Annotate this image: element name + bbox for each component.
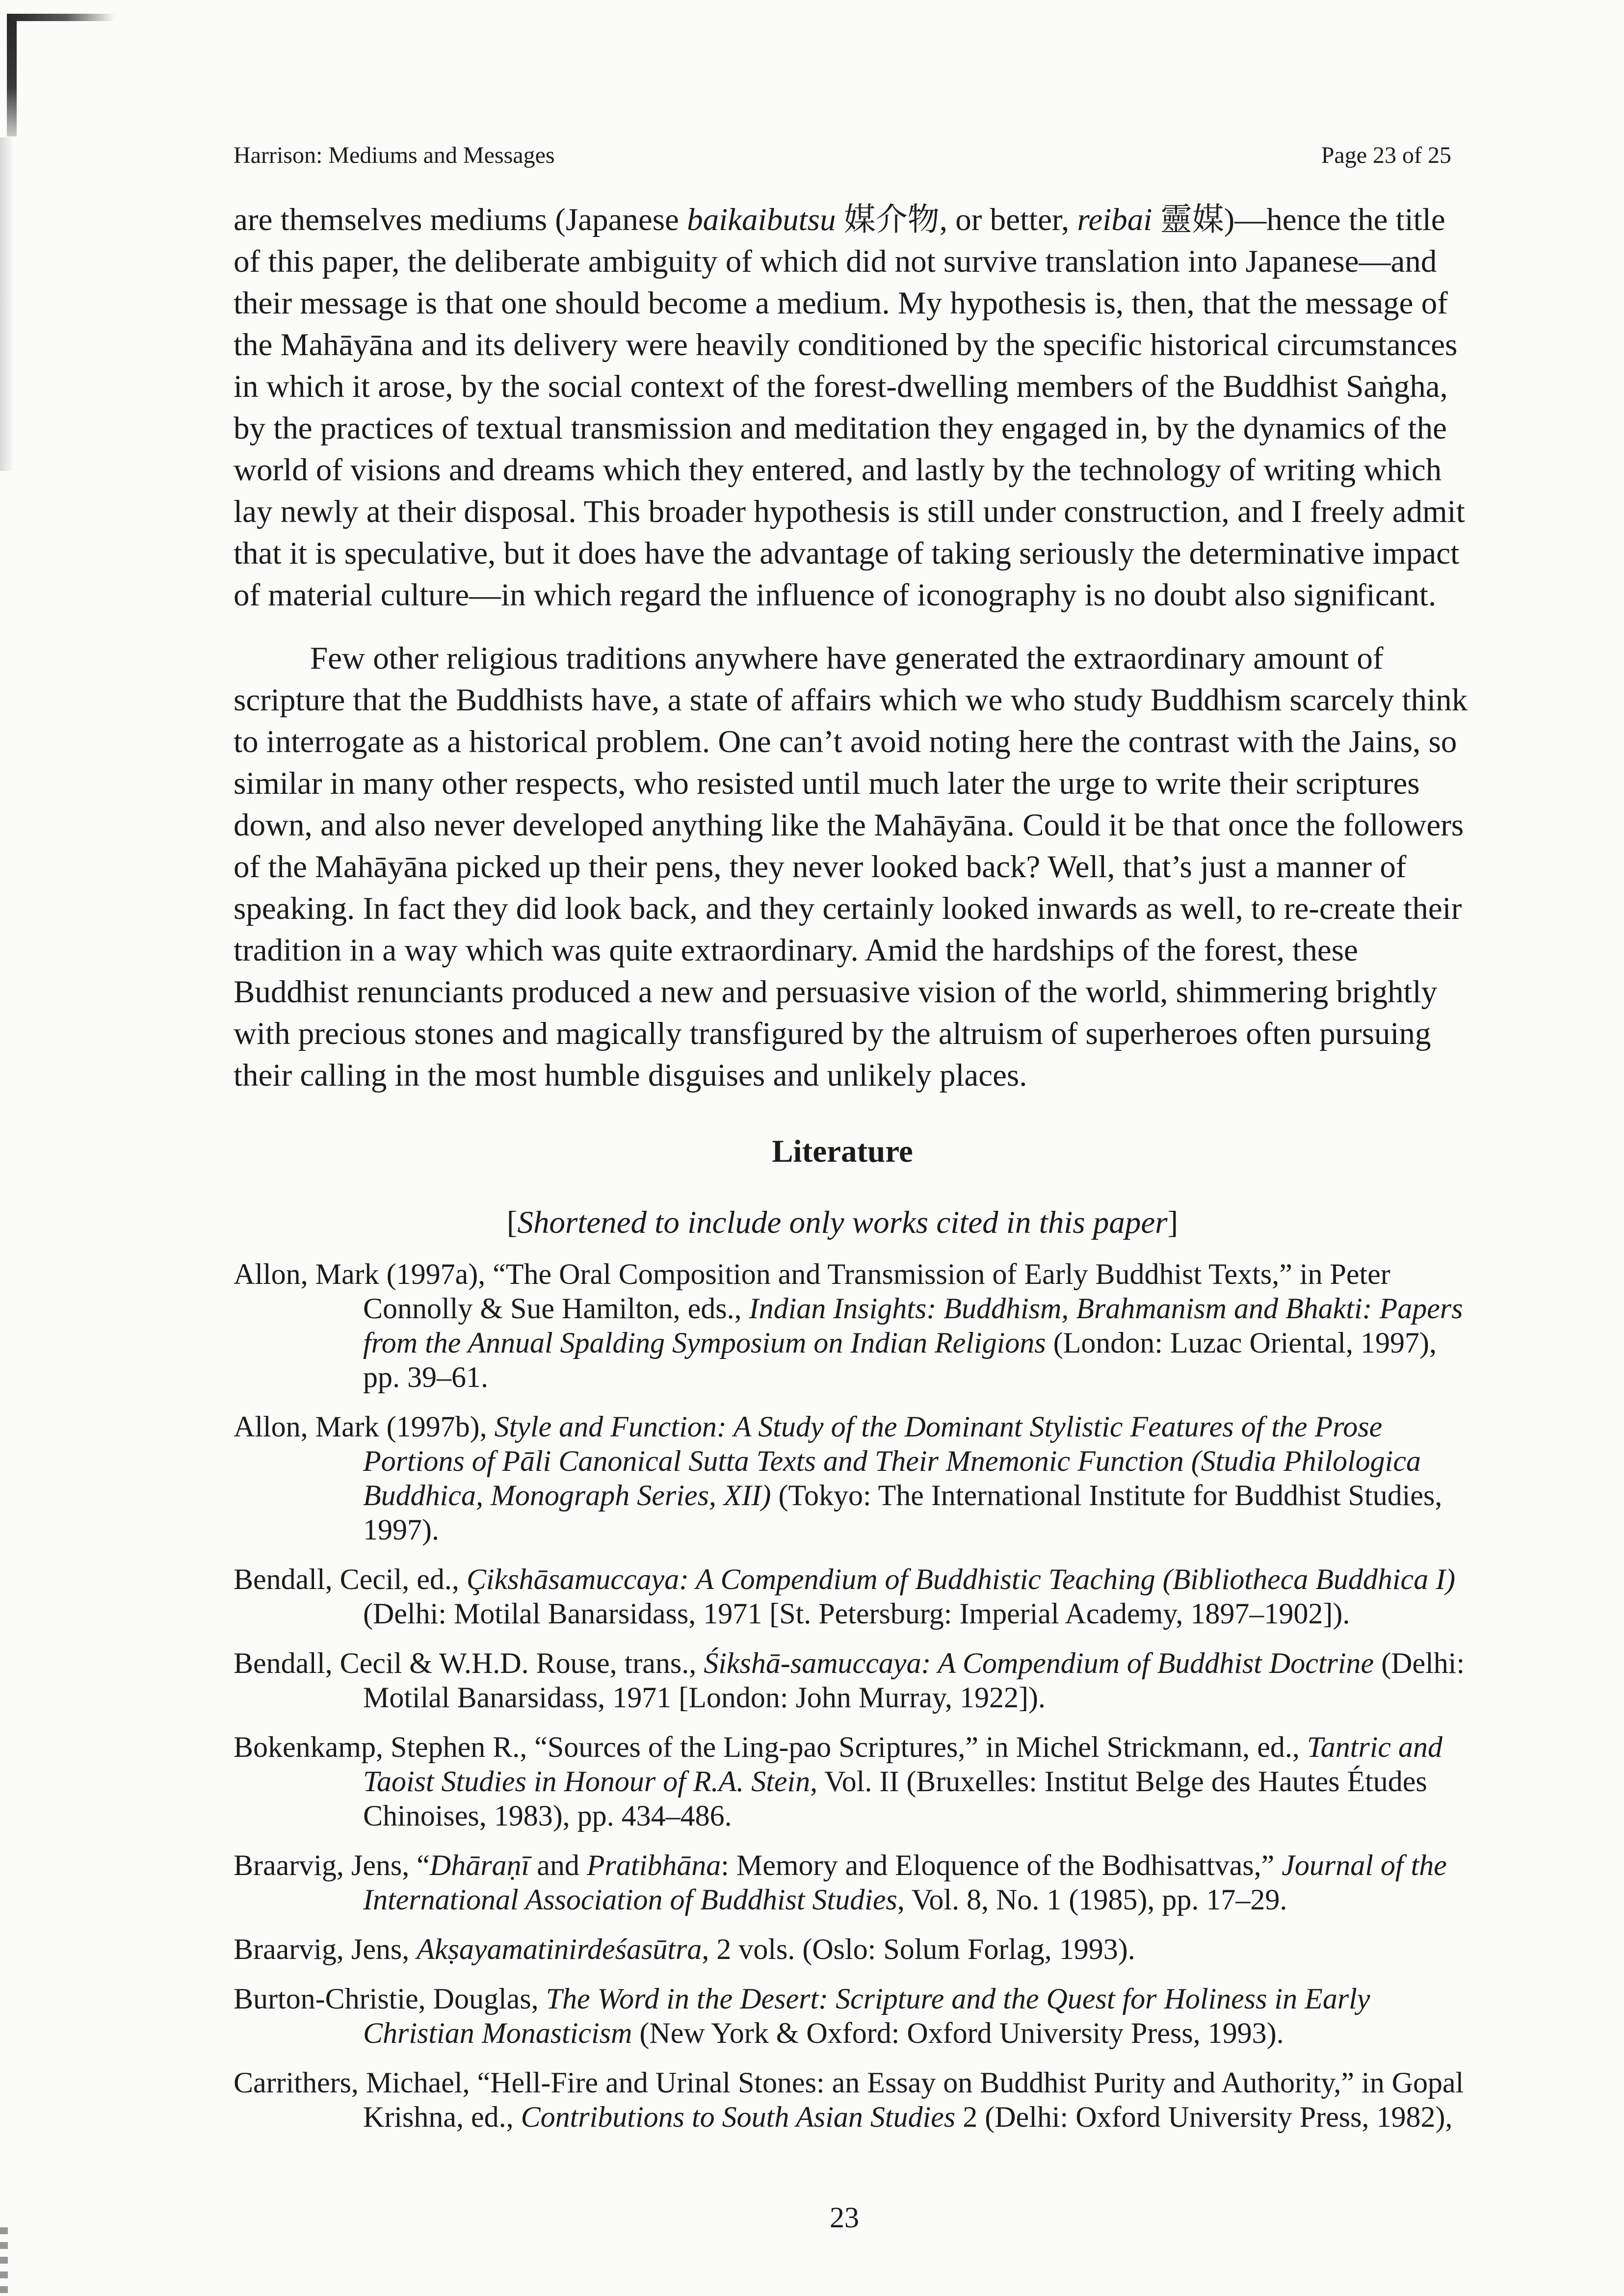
italic-text-run: Christian Monasticism xyxy=(363,2017,632,2049)
reference-line xyxy=(234,1646,1470,1680)
text-run: 2 (Delhi: Oxford University Press, 1982), xyxy=(955,2101,1453,2133)
reference-entry xyxy=(234,1730,1470,1833)
italic-text-run: Çikshāsamuccaya: A Compendium of Buddhistic Teaching (Bibliotheca Buddhica I) xyxy=(466,1563,1456,1595)
reference-line xyxy=(234,2016,1470,2050)
scan-corner-mark-horizontal xyxy=(7,14,115,21)
reference-line xyxy=(234,1478,1470,1513)
text-run: (Tokyo: The International Institute for Buddhist Studies, xyxy=(771,1479,1442,1512)
reference-line xyxy=(234,1326,1470,1360)
text-run: 靈媒)—hence the title xyxy=(1152,202,1445,237)
reference-entry xyxy=(234,1562,1470,1631)
text-run: Allon, Mark (1997b), xyxy=(234,1410,495,1443)
text-run: Bendall, Cecil & W.H.D. Rouse, trans., xyxy=(234,1647,704,1679)
scan-edge-shadow xyxy=(0,137,14,471)
reference-line xyxy=(234,1257,1470,1291)
italic-text-run: baikaibutsu xyxy=(687,202,836,237)
text-run: (Delhi: xyxy=(1374,1647,1465,1679)
text-run: world of visions and dreams which they entered, and lastly by the technology of writing which xyxy=(234,452,1442,488)
body-line xyxy=(234,805,1464,846)
text-run: scripture that the Buddhists have, a state of affairs which we who study Buddhism scarcely think xyxy=(234,682,1468,718)
text-run: ] xyxy=(1167,1205,1179,1240)
text-run: in which it arose, by the social context of the forest-dwelling members of the Buddhist Saṅgha, xyxy=(234,369,1448,404)
body-line xyxy=(234,533,1460,574)
body-line xyxy=(234,324,1460,366)
text-run: : Memory and Eloquence of the Bodhisattvas,” xyxy=(721,1849,1282,1881)
text-run: Connolly & Sue Hamilton, eds., xyxy=(363,1292,749,1325)
reference-line xyxy=(234,1932,1470,1966)
italic-text-run: Pratibhāna xyxy=(586,1849,721,1881)
reference-entry xyxy=(234,1409,1470,1547)
text-run: 1997). xyxy=(363,1513,439,1546)
body-line xyxy=(234,846,1460,888)
body-line xyxy=(234,888,1460,930)
reference-line xyxy=(234,1848,1470,1882)
text-run: Braarvig, Jens, xyxy=(234,1933,417,1965)
text-run: Few other religious traditions anywhere have generated the extraordinary amount of xyxy=(310,641,1384,676)
text-run: Carrithers, Michael, “Hell-Fire and Urinal Stones: an Essay on Buddhist Purity and Authority,” in Gopal xyxy=(234,2066,1464,2099)
italic-text-run: reibai xyxy=(1077,202,1153,237)
text-run: tradition in a way which was quite extraordinary. Amid the hardships of the forest, these xyxy=(234,933,1358,968)
text-run: down, and also never developed anything like the Mahāyāna. Could it be that once the followers xyxy=(234,808,1464,843)
text-run: the Mahāyāna and its delivery were heavily conditioned by the specific historical circumstances xyxy=(234,327,1458,363)
text-run: , 2 vols. (Oslo: Solum Forlag, 1993). xyxy=(702,1933,1135,1965)
italic-text-run: Tantric and xyxy=(1307,1731,1443,1763)
body-line xyxy=(234,679,1468,721)
text-run: and xyxy=(529,1849,587,1881)
text-run: Bokenkamp, Stephen R., “Sources of the Ling-pao Scriptures,” in Michel Strickmann, ed., xyxy=(234,1731,1307,1763)
text-run: pp. 39–61. xyxy=(363,1361,488,1393)
italic-text-run: The Word in the Desert: Scripture and the Quest for Holiness in Early xyxy=(546,1983,1370,2015)
body-line xyxy=(234,241,1460,283)
text-run: Allon, Mark (1997a), “The Oral Composition and Transmission of Early Buddhist Texts,” in Peter xyxy=(234,1258,1390,1290)
reference-entry xyxy=(234,1848,1470,1917)
text-run: Krishna, ed., xyxy=(363,2101,521,2133)
page-number: 23 xyxy=(830,2201,859,2234)
text-run: speaking. In fact they did look back, and they certainly looked inwards as well, to re-create their xyxy=(234,891,1462,926)
text-run: by the practices of textual transmission and meditation they engaged in, by the dynamics of the xyxy=(234,411,1447,446)
text-run: their calling in the most humble disguises and unlikely places. xyxy=(234,1058,1027,1093)
italic-text-run: Contributions to South Asian Studies xyxy=(521,2101,956,2133)
text-run: [ xyxy=(506,1205,518,1240)
body-line xyxy=(234,763,1460,805)
body-paragraph-1 xyxy=(234,199,1465,616)
text-run: to interrogate as a historical problem. One can’t avoid noting here the contrast with the Jains, so xyxy=(234,724,1457,759)
reference-line xyxy=(234,1799,1470,1833)
reference-entry xyxy=(234,2065,1470,2134)
text-run: lay newly at their disposal. This broader hypothesis is still under construction, and I freely admit xyxy=(234,494,1465,529)
text-run: with precious stones and magically transfigured by the altruism of superheroes often pursuing xyxy=(234,1016,1431,1051)
reference-line xyxy=(234,1444,1470,1478)
italic-text-run: Journal of the xyxy=(1282,1849,1447,1881)
text-run: of material culture—in which regard the influence of iconography is no doubt also significant. xyxy=(234,577,1437,613)
italic-text-run: Śikshā-samuccaya: A Compendium of Buddhist Doctrine xyxy=(704,1647,1374,1679)
body-paragraph-2 xyxy=(234,638,1468,1096)
reference-line xyxy=(234,1680,1470,1715)
text-run: are themselves mediums (Japanese xyxy=(234,202,687,237)
body-line xyxy=(234,199,1460,241)
reference-line xyxy=(234,1982,1470,2016)
text-run: of the Mahāyāna picked up their pens, they never looked back? Well, that’s just a manner of xyxy=(234,849,1407,885)
reference-line xyxy=(234,1562,1470,1596)
reference-line xyxy=(234,1764,1470,1799)
italic-text-run: Shortened to include only works cited in this paper xyxy=(517,1205,1168,1240)
body-line xyxy=(234,721,1460,763)
text-run: Buddhist renunciants produced a new and persuasive vision of the world, shimmering brightly xyxy=(234,974,1438,1010)
text-run: Bendall, Cecil, ed., xyxy=(234,1563,467,1595)
text-run: of this paper, the deliberate ambiguity of which did not survive translation into Japanese—and xyxy=(234,244,1437,279)
reference-line xyxy=(234,1291,1470,1326)
italic-text-run: Style and Function: A Study of the Dominant Stylistic Features of the Prose xyxy=(494,1410,1383,1443)
italic-text-run: Buddhica, Monograph Series, XII) xyxy=(363,1479,771,1512)
reference-list xyxy=(234,1257,1470,2134)
reference-line xyxy=(234,1730,1470,1764)
text-run: Motilal Banarsidass, 1971 [London: John Murray, 1922]). xyxy=(363,1681,1046,1714)
reference-entry xyxy=(234,1257,1470,1394)
body-line xyxy=(234,366,1460,408)
reference-line xyxy=(234,2100,1470,2134)
text-run: that it is speculative, but it does have the advantage of taking seriously the determinative impact xyxy=(234,536,1460,571)
literature-heading: Literature xyxy=(772,1134,913,1169)
body-line xyxy=(234,930,1460,971)
page-label: Page 23 of 25 xyxy=(1321,142,1451,168)
scan-edge-marks xyxy=(0,2227,8,2296)
body-line xyxy=(234,491,1465,533)
italic-text-run: Dhāraṇī xyxy=(429,1849,530,1881)
text-run: (New York & Oxford: Oxford University Press, 1993). xyxy=(632,2017,1284,2049)
body-line xyxy=(234,408,1460,449)
italic-text-run: from the Annual Spalding Symposium on Indian Religions xyxy=(363,1327,1046,1359)
text-run: Chinoises, 1983), pp. 434–486. xyxy=(363,1800,732,1832)
body-line xyxy=(234,638,1460,679)
text-run: Burton-Christie, Douglas, xyxy=(234,1983,546,2015)
reference-entry xyxy=(234,1646,1470,1715)
body-line xyxy=(234,971,1460,1013)
italic-text-run: Portions of Pāli Canonical Sutta Texts and Their Mnemonic Function (Studia Philologica xyxy=(363,1445,1421,1477)
reference-line xyxy=(234,1596,1470,1631)
running-title: Harrison: Mediums and Messages xyxy=(234,142,555,168)
scan-corner-mark-vertical xyxy=(7,14,17,136)
running-head xyxy=(234,141,1451,170)
note-line xyxy=(234,1202,1451,1244)
reference-line xyxy=(234,1513,1470,1547)
reference-line xyxy=(234,1882,1470,1917)
italic-text-run: Indian Insights: Buddhism, Brahmanism and Bhakti: Papers xyxy=(749,1292,1463,1325)
reference-entry xyxy=(234,1932,1470,1966)
reference-line xyxy=(234,2065,1470,2100)
text-run: (London: Luzac Oriental, 1997), xyxy=(1046,1327,1437,1359)
body-line xyxy=(234,283,1460,324)
italic-text-run: Akṣayamatinirdeśasūtra xyxy=(417,1933,702,1965)
text-run: Braarvig, Jens, “ xyxy=(234,1849,430,1881)
italic-text-run: Taoist Studies in Honour of R.A. Stein xyxy=(363,1765,811,1798)
text-run: similar in many other respects, who resisted until much later the urge to write their scriptures xyxy=(234,766,1420,801)
text-run: , Vol. 8, No. 1 (1985), pp. 17–29. xyxy=(897,1883,1287,1916)
body-line xyxy=(234,574,1460,616)
body-line xyxy=(234,449,1460,491)
text-run: (Delhi: Motilal Banarsidass, 1971 [St. Petersburg: Imperial Academy, 1897–1902]). xyxy=(363,1597,1350,1630)
reference-line xyxy=(234,1360,1470,1394)
body-line xyxy=(234,1013,1460,1055)
text-run: 媒介物, or better, xyxy=(836,202,1077,237)
body-line xyxy=(234,1055,1460,1096)
reference-line xyxy=(234,1409,1470,1444)
text-run: their message is that one should become a medium. My hypothesis is, then, that the message of xyxy=(234,286,1448,321)
italic-text-run: International Association of Buddhist Studies xyxy=(363,1883,897,1916)
reference-entry xyxy=(234,1982,1470,2050)
literature-scope-note xyxy=(234,1202,1451,1244)
text-run: , Vol. II (Bruxelles: Institut Belge des Hautes Études xyxy=(810,1765,1427,1798)
